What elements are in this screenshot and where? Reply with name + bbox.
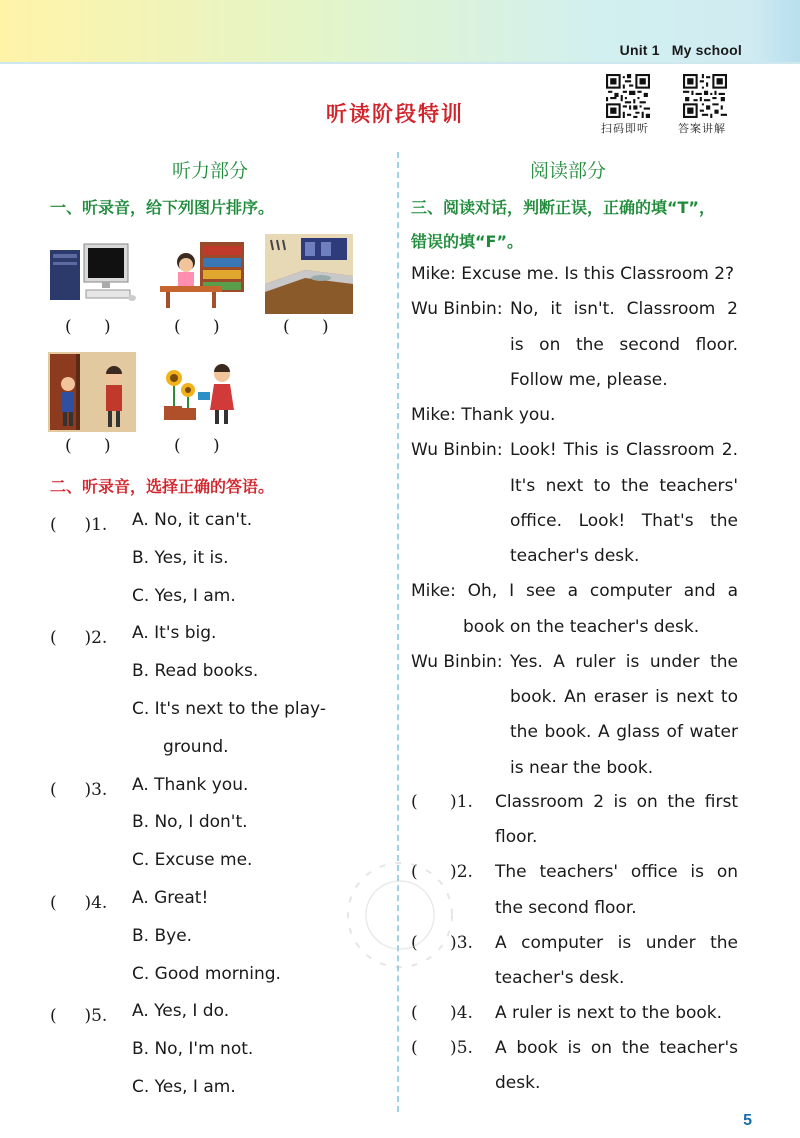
- judgement-number[interactable]: ( )1.: [411, 792, 473, 812]
- dialogue-speaker: Wu Binbin:: [411, 299, 503, 319]
- judgement-text: A computer is under the: [495, 933, 738, 953]
- page-number: 5: [743, 1112, 752, 1129]
- reading-section-title: 阅读部分: [530, 160, 607, 182]
- dialogue-line: Follow me, please.: [510, 370, 668, 390]
- option-a: A. Thank you.: [132, 775, 249, 795]
- option-b: B. No, I don't.: [132, 812, 248, 832]
- dialogue-line: It's next to the teachers': [510, 476, 738, 496]
- option-a: A. It's big.: [132, 623, 217, 643]
- question-number[interactable]: ( )5.: [50, 1006, 108, 1026]
- dialogue-line: Yes. A ruler is under the: [510, 652, 738, 672]
- kitchen-picture: [265, 234, 353, 314]
- dialogue-line: book on the teacher's desk.: [463, 617, 700, 637]
- library-picture: [158, 240, 248, 310]
- judgement-text: A ruler is next to the book.: [495, 1003, 723, 1023]
- door-picture: [48, 352, 136, 432]
- qr-code-listen[interactable]: [606, 74, 650, 118]
- header-edge: [752, 0, 800, 62]
- judgement-text-continued: teacher's desk.: [495, 968, 625, 988]
- question-number[interactable]: ( )1.: [50, 515, 108, 535]
- dialogue-line: is near the book.: [510, 758, 654, 778]
- dialogue-line: Mike: Oh, I see a computer and a: [411, 581, 738, 601]
- unit-topic: My school: [671, 42, 742, 58]
- dialogue-line: the book. A glass of water: [510, 722, 738, 742]
- option-c: C. Excuse me.: [132, 850, 253, 870]
- option-c: C. It's next to the play-: [132, 699, 326, 719]
- answer-blank[interactable]: ( ): [283, 317, 329, 337]
- q1-heading: 一、听录音，给下列图片排序。: [50, 198, 275, 217]
- flowers-picture: [158, 356, 244, 428]
- option-c: C. Yes, I am.: [132, 586, 236, 606]
- dialogue-line: office. Look! That's the: [510, 511, 738, 531]
- listening-section-title: 听力部分: [172, 160, 249, 182]
- option-b: B. Bye.: [132, 926, 193, 946]
- q3-heading-line1: 三、阅读对话，判断正误，正确的填“T”，: [411, 198, 715, 217]
- option-b: B. Read books.: [132, 661, 259, 681]
- dialogue-line: Mike: Excuse me. Is this Classroom 2?: [411, 264, 735, 284]
- judgement-number[interactable]: ( )2.: [411, 862, 473, 882]
- dialogue-line: is on the second floor.: [510, 335, 738, 355]
- dialogue-line: No, it isn't. Classroom 2: [510, 299, 738, 319]
- qr-caption-answers: 答案讲解: [678, 122, 726, 135]
- dialogue-line: teacher's desk.: [510, 546, 640, 566]
- q2-heading: 二、听录音，选择正确的答语。: [50, 477, 275, 496]
- qr-caption-listen: 扫码即听: [601, 122, 649, 135]
- question-number[interactable]: ( )3.: [50, 780, 108, 800]
- option-b: B. No, I'm not.: [132, 1039, 254, 1059]
- option-c-continued: ground.: [163, 737, 229, 757]
- judgement-number[interactable]: ( )3.: [411, 933, 473, 953]
- question-number[interactable]: ( )4.: [50, 893, 108, 913]
- unit-number: Unit 1: [619, 42, 660, 58]
- option-c: C. Good morning.: [132, 964, 281, 984]
- dialogue-speaker: Wu Binbin:: [411, 652, 503, 672]
- option-b: B. Yes, it is.: [132, 548, 229, 568]
- option-c: C. Yes, I am.: [132, 1077, 236, 1097]
- answer-blank[interactable]: ( ): [174, 436, 220, 456]
- unit-tag: [620, 42, 742, 58]
- judgement-text: Classroom 2 is on the first: [495, 792, 738, 812]
- answer-blank[interactable]: ( ): [65, 436, 111, 456]
- dialogue-speaker: Wu Binbin:: [411, 440, 503, 460]
- judgement-number[interactable]: ( )5.: [411, 1038, 473, 1058]
- page-title: 听读阶段特训: [326, 102, 464, 126]
- option-a: A. No, it can't.: [132, 510, 253, 530]
- qr-code-answers[interactable]: [683, 74, 727, 118]
- header-rule: [0, 62, 800, 64]
- judgement-text-continued: floor.: [495, 827, 538, 847]
- dialogue-line: book. An eraser is next to: [510, 687, 738, 707]
- dialogue-line: Mike: Thank you.: [411, 405, 556, 425]
- question-number[interactable]: ( )2.: [50, 628, 108, 648]
- judgement-text-continued: desk.: [495, 1073, 541, 1093]
- q3-heading-line2: 错误的填“F”。: [411, 232, 523, 251]
- watermark-stamp: [330, 845, 470, 985]
- option-a: A. Great!: [132, 888, 209, 908]
- answer-blank[interactable]: ( ): [174, 317, 220, 337]
- option-a: A. Yes, I do.: [132, 1001, 230, 1021]
- judgement-number[interactable]: ( )4.: [411, 1003, 473, 1023]
- judgement-text-continued: the second floor.: [495, 898, 637, 918]
- dialogue-line: Look! This is Classroom 2.: [510, 440, 738, 460]
- judgement-text: The teachers' office is on: [495, 862, 738, 882]
- answer-blank[interactable]: ( ): [65, 317, 111, 337]
- judgement-text: A book is on the teacher's: [495, 1038, 738, 1058]
- computer-picture: [48, 240, 138, 306]
